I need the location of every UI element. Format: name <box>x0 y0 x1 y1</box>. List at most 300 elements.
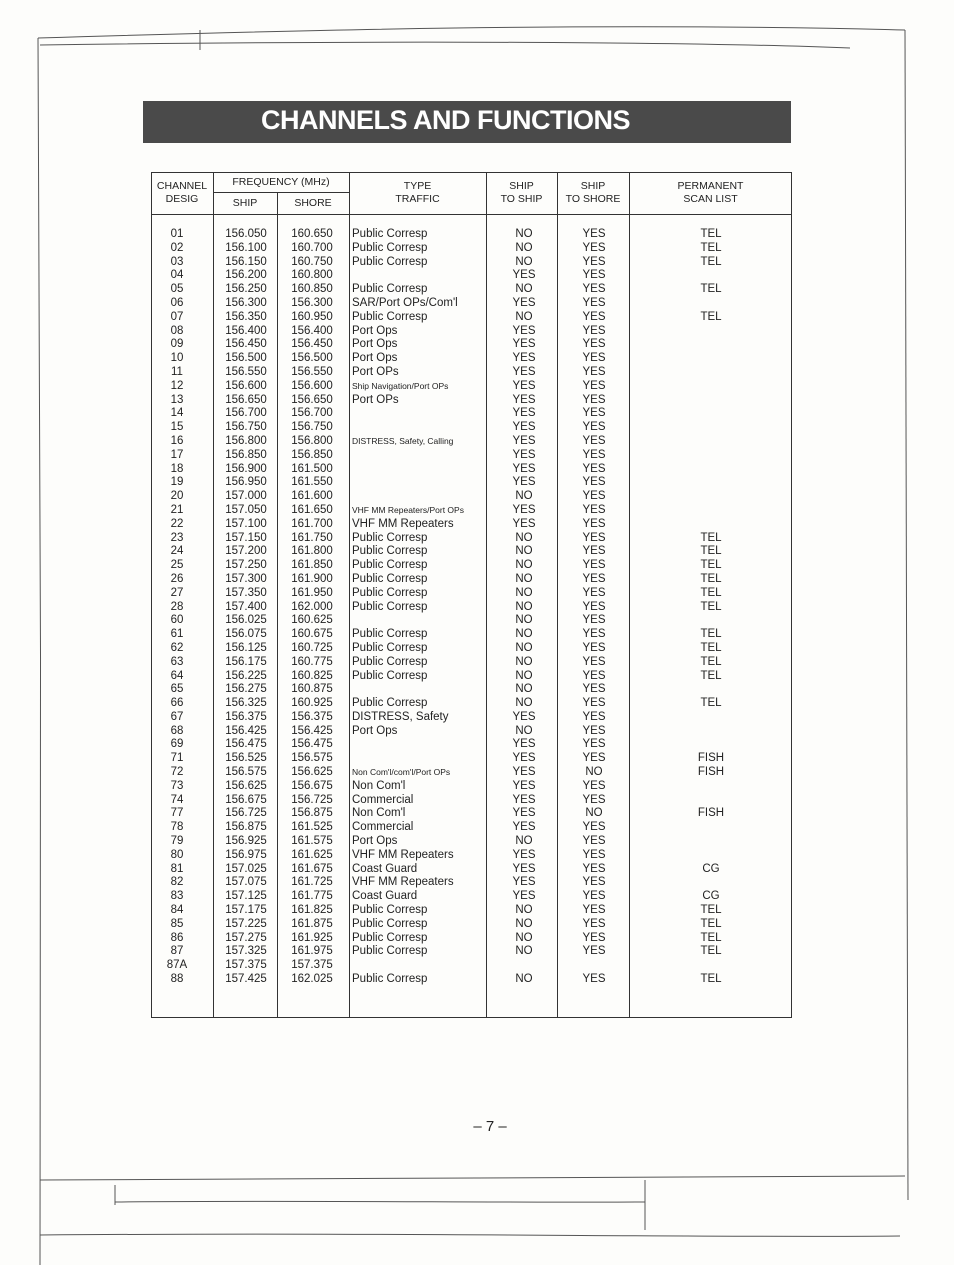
cell-ch: 10 <box>170 352 184 365</box>
cell-s2sh: YES <box>582 614 606 627</box>
cell-scan <box>632 711 790 725</box>
cell-s2s: YES <box>512 338 536 351</box>
cell-ch: 19 <box>170 476 184 489</box>
cell-ch: 61 <box>170 628 184 641</box>
cell-ship: 156.550 <box>225 365 267 378</box>
cell-scan: TEL <box>700 255 722 268</box>
cell-scan: TEL <box>700 917 722 930</box>
cell-scan: TEL <box>700 904 722 917</box>
cell-scan: TEL <box>700 655 722 668</box>
cell-scan: TEL <box>700 241 722 254</box>
cell-ch: 09 <box>170 338 184 351</box>
cell-type: Public Corresp <box>352 310 428 323</box>
cell-type: Public Corresp <box>352 628 428 641</box>
cell-s2s: NO <box>515 600 533 613</box>
cell-s2s: NO <box>515 614 533 627</box>
column-scan-list <box>632 228 790 987</box>
cell-s2sh: YES <box>582 890 606 903</box>
cell-ch: 65 <box>170 683 184 696</box>
cell-s2sh: YES <box>582 683 606 696</box>
cell-type <box>352 614 486 628</box>
cell-s2s: YES <box>512 779 536 792</box>
cell-ship: 157.025 <box>225 862 267 875</box>
cell-scan <box>632 959 790 973</box>
header-rule <box>151 214 792 215</box>
cell-s2s: YES <box>512 421 536 434</box>
header-type-traffic: TYPE TRAFFIC <box>395 180 440 205</box>
cell-ch: 87 <box>170 945 184 958</box>
cell-ship: 156.125 <box>225 641 267 654</box>
cell-ch: 71 <box>170 752 184 765</box>
cell-s2s: NO <box>515 724 533 737</box>
cell-s2s: YES <box>512 710 536 723</box>
cell-ship: 156.575 <box>225 766 267 779</box>
cell-scan <box>632 338 790 352</box>
cell-scan: TEL <box>700 628 722 641</box>
cell-s2sh: YES <box>582 835 606 848</box>
cell-scan <box>632 849 790 863</box>
cell-scan: TEL <box>700 945 722 958</box>
cell-ship: 156.425 <box>225 724 267 737</box>
cell-ch: 68 <box>170 724 184 737</box>
cell-s2s: YES <box>512 517 536 530</box>
cell-shore: 161.550 <box>291 476 333 489</box>
cell-s2sh: YES <box>582 738 606 751</box>
cell-type <box>352 449 486 463</box>
cell-s2sh: YES <box>582 283 606 296</box>
cell-scan <box>632 835 790 849</box>
column-shore-freq <box>283 228 341 987</box>
cell-scan: TEL <box>700 600 722 613</box>
cell-ch: 79 <box>170 835 184 848</box>
cell-ch: 85 <box>170 917 184 930</box>
cell-type: Public Corresp <box>352 697 428 710</box>
cell-shore: 156.875 <box>291 807 333 820</box>
cell-s2s: NO <box>515 283 533 296</box>
cell-scan: TEL <box>700 669 722 682</box>
cell-ch: 03 <box>170 255 184 268</box>
cell-ch: 18 <box>170 462 184 475</box>
cell-shore: 156.725 <box>291 793 333 806</box>
cell-scan: TEL <box>700 559 722 572</box>
cell-ch: 66 <box>170 697 184 710</box>
cell-ch: 73 <box>170 779 184 792</box>
cell-s2sh: YES <box>582 241 606 254</box>
cell-shore: 161.850 <box>291 559 333 572</box>
cell-s2s: YES <box>512 848 536 861</box>
cell-shore: 160.925 <box>291 697 333 710</box>
cell-s2sh: YES <box>582 862 606 875</box>
cell-shore: 156.375 <box>291 710 333 723</box>
cell-s2sh: YES <box>582 462 606 475</box>
cell-type: Port Ops <box>352 835 398 848</box>
cell-s2s: NO <box>515 255 533 268</box>
cell-shore: 156.475 <box>291 738 333 751</box>
cell-s2sh: YES <box>582 310 606 323</box>
cell-ch: 01 <box>170 228 184 240</box>
cell-ship: 156.675 <box>225 793 267 806</box>
cell-type: Public Corresp <box>352 241 428 254</box>
cell-ship: 157.350 <box>225 586 267 599</box>
cell-ch: 04 <box>170 269 184 282</box>
cell-ship: 157.300 <box>225 572 267 585</box>
cell-s2s: YES <box>512 269 536 282</box>
cell-ch: 24 <box>170 545 184 558</box>
cell-s2s: YES <box>512 352 536 365</box>
cell-ship: 156.200 <box>225 269 267 282</box>
cell-type: DISTRESS, Safety <box>352 710 449 723</box>
cell-scan <box>632 476 790 490</box>
cell-s2sh: YES <box>582 641 606 654</box>
column-ship-to-ship <box>490 228 558 987</box>
cell-scan <box>632 449 790 463</box>
cell-ch: 13 <box>170 393 184 406</box>
cell-shore: 161.875 <box>291 917 333 930</box>
cell-type: Public Corresp <box>352 917 428 930</box>
cell-ch: 25 <box>170 559 184 572</box>
cell-type: Public Corresp <box>352 545 428 558</box>
header-ship-to-shore: SHIP TO SHORE <box>565 180 621 205</box>
cell-scan <box>632 876 790 890</box>
cell-s2s: NO <box>515 945 533 958</box>
cell-shore: 161.575 <box>291 835 333 848</box>
cell-scan <box>632 407 790 421</box>
cell-type: VHF MM Repeaters <box>352 517 454 530</box>
cell-ch: 17 <box>170 448 184 461</box>
cell-ship: 157.000 <box>225 490 267 503</box>
cell-s2sh: YES <box>582 572 606 585</box>
cell-ch: 15 <box>170 421 184 434</box>
cell-s2s: YES <box>512 862 536 875</box>
cell-ship: 157.250 <box>225 559 267 572</box>
cell-ship: 157.375 <box>225 959 267 972</box>
cell-ship: 157.150 <box>225 531 267 544</box>
cell-type: Port OPs <box>352 365 399 378</box>
cell-s2sh: YES <box>582 848 606 861</box>
cell-ch: 82 <box>170 876 184 889</box>
cell-ship: 156.450 <box>225 338 267 351</box>
cell-s2s: YES <box>512 793 536 806</box>
cell-shore: 160.725 <box>291 641 333 654</box>
cell-scan: TEL <box>700 310 722 323</box>
cell-s2sh: YES <box>582 917 606 930</box>
cell-scan: TEL <box>700 973 722 986</box>
cell-scan: TEL <box>700 228 722 240</box>
cell-shore: 161.625 <box>291 848 333 861</box>
cell-type: Public Corresp <box>352 531 428 544</box>
cell-shore: 161.750 <box>291 531 333 544</box>
cell-ch: 72 <box>170 766 184 779</box>
cell-type: Coast Guard <box>352 890 418 903</box>
cell-shore: 161.975 <box>291 945 333 958</box>
cell-s2s: YES <box>512 821 536 834</box>
cell-s2sh: YES <box>582 904 606 917</box>
cell-s2sh: NO <box>585 807 603 820</box>
cell-s2s: YES <box>512 503 536 516</box>
cell-s2sh: YES <box>582 724 606 737</box>
cell-shore: 161.900 <box>291 572 333 585</box>
cell-ship: 156.175 <box>225 655 267 668</box>
cell-scan <box>632 780 790 794</box>
cell-scan <box>632 269 790 283</box>
cell-shore: 161.525 <box>291 821 333 834</box>
cell-shore: 162.025 <box>291 973 333 986</box>
cell-s2sh: YES <box>582 352 606 365</box>
cell-scan <box>632 738 790 752</box>
cell-s2s: NO <box>515 683 533 696</box>
cell-s2sh: YES <box>582 600 606 613</box>
cell-type: Public Corresp <box>352 931 428 944</box>
cell-shore: 157.375 <box>291 959 333 972</box>
cell-ship: 156.100 <box>225 241 267 254</box>
cell-scan <box>632 421 790 435</box>
cell-ch: 20 <box>170 490 184 503</box>
cell-type <box>352 463 486 477</box>
divider-ship-shore <box>277 192 278 1018</box>
cell-s2s: YES <box>512 476 536 489</box>
cell-s2s: NO <box>515 669 533 682</box>
cell-s2sh: YES <box>582 490 606 503</box>
title-banner <box>143 101 791 143</box>
cell-shore: 160.650 <box>291 228 333 240</box>
page-title: CHANNELS AND FUNCTIONS <box>261 105 630 135</box>
cell-ship: 156.300 <box>225 296 267 309</box>
cell-s2s: YES <box>512 407 536 420</box>
cell-s2s: YES <box>512 393 536 406</box>
cell-shore: 156.400 <box>291 324 333 337</box>
cell-ship: 156.525 <box>225 752 267 765</box>
cell-scan: TEL <box>700 641 722 654</box>
cell-scan: TEL <box>700 697 722 710</box>
cell-s2s: YES <box>512 807 536 820</box>
cell-s2s: YES <box>512 738 536 751</box>
cell-s2s: NO <box>515 572 533 585</box>
cell-scan: CG <box>702 862 720 875</box>
cell-s2sh: YES <box>582 697 606 710</box>
cell-ch: 07 <box>170 310 184 323</box>
cell-shore: 161.725 <box>291 876 333 889</box>
cell-ch: 21 <box>170 503 184 516</box>
cell-type: Public Corresp <box>352 904 428 917</box>
cell-shore: 160.850 <box>291 283 333 296</box>
column-ship-to-shore <box>560 228 628 987</box>
cell-ch: 81 <box>170 862 184 875</box>
cell-s2sh: YES <box>582 710 606 723</box>
cell-s2sh: YES <box>582 793 606 806</box>
header-channel: CHANNEL DESIG <box>156 180 208 205</box>
cell-ch: 62 <box>170 641 184 654</box>
cell-scan: TEL <box>700 931 722 944</box>
cell-type: Public Corresp <box>352 973 428 986</box>
cell-shore: 156.750 <box>291 421 333 434</box>
cell-type: Non Com'l/com'l/Port OPs <box>352 767 451 778</box>
cell-s2s: NO <box>515 628 533 641</box>
cell-s2s: NO <box>515 241 533 254</box>
header-shore: SHORE <box>294 197 332 209</box>
cell-scan <box>632 366 790 380</box>
cell-s2sh: YES <box>582 296 606 309</box>
cell-s2sh: YES <box>582 324 606 337</box>
cell-s2sh: YES <box>582 876 606 889</box>
cell-shore: 156.550 <box>291 365 333 378</box>
cell-shore: 156.850 <box>291 448 333 461</box>
cell-shore: 161.925 <box>291 931 333 944</box>
cell-shore: 156.800 <box>291 434 333 447</box>
cell-ship: 156.800 <box>225 434 267 447</box>
cell-s2sh: YES <box>582 379 606 392</box>
cell-type: Port OPs <box>352 393 399 406</box>
cell-type: Public Corresp <box>352 945 428 958</box>
column-channel <box>160 228 194 987</box>
cell-type: VHF MM Repeaters <box>352 876 454 889</box>
cell-shore: 156.450 <box>291 338 333 351</box>
cell-s2s: NO <box>515 545 533 558</box>
cell-type: Non Com'l <box>352 807 406 820</box>
cell-shore: 160.825 <box>291 669 333 682</box>
cell-ship: 157.400 <box>225 600 267 613</box>
cell-type: Port Ops <box>352 724 398 737</box>
cell-type <box>352 421 486 435</box>
cell-s2s: NO <box>515 917 533 930</box>
cell-s2s: YES <box>512 462 536 475</box>
cell-shore: 160.625 <box>291 614 333 627</box>
cell-s2sh: YES <box>582 269 606 282</box>
cell-s2sh: YES <box>582 628 606 641</box>
cell-ch: 63 <box>170 655 184 668</box>
cell-ship: 156.650 <box>225 393 267 406</box>
cell-shore: 156.700 <box>291 407 333 420</box>
cell-s2sh: YES <box>582 931 606 944</box>
cell-ch: 06 <box>170 296 184 309</box>
cell-ship: 157.050 <box>225 503 267 516</box>
cell-s2sh: YES <box>582 669 606 682</box>
header-ship-to-ship: SHIP TO SHIP <box>500 180 543 205</box>
cell-s2s: YES <box>512 365 536 378</box>
cell-s2s: NO <box>515 559 533 572</box>
cell-type: Port Ops <box>352 352 398 365</box>
cell-type <box>352 683 486 697</box>
cell-s2sh: YES <box>582 779 606 792</box>
cell-shore: 160.775 <box>291 655 333 668</box>
cell-ship: 156.250 <box>225 283 267 296</box>
cell-s2sh: YES <box>582 421 606 434</box>
cell-shore: 160.750 <box>291 255 333 268</box>
cell-shore: 156.575 <box>291 752 333 765</box>
cell-type <box>352 752 486 766</box>
cell-type: Public Corresp <box>352 641 428 654</box>
header-ship: SHIP <box>232 197 258 209</box>
cell-s2sh: YES <box>582 973 606 986</box>
cell-shore: 156.600 <box>291 379 333 392</box>
cell-s2sh: YES <box>582 255 606 268</box>
cell-ch: 69 <box>170 738 184 751</box>
cell-s2sh: YES <box>582 586 606 599</box>
cell-ch: 83 <box>170 890 184 903</box>
cell-s2sh: YES <box>582 338 606 351</box>
cell-type <box>352 269 486 283</box>
header-frequency: FREQUENCY (MHz) <box>232 176 330 188</box>
cell-ch: 80 <box>170 848 184 861</box>
cell-shore: 156.300 <box>291 296 333 309</box>
cell-type: VHF MM Repeaters/Port OPs <box>352 504 464 515</box>
divider-channel <box>213 172 214 1018</box>
cell-shore: 160.675 <box>291 628 333 641</box>
cell-ch: 64 <box>170 669 184 682</box>
cell-scan <box>632 297 790 311</box>
cell-s2sh: YES <box>582 393 606 406</box>
cell-s2s: NO <box>515 835 533 848</box>
frequency-subheader-rule <box>213 192 349 193</box>
cell-s2s: NO <box>515 490 533 503</box>
cell-ship: 156.600 <box>225 379 267 392</box>
column-ship-freq <box>218 228 274 987</box>
cell-ship: 156.150 <box>225 255 267 268</box>
cell-ship: 157.275 <box>225 931 267 944</box>
cell-scan <box>632 394 790 408</box>
cell-scan <box>632 821 790 835</box>
cell-ch: 23 <box>170 531 184 544</box>
cell-s2sh: YES <box>582 434 606 447</box>
cell-scan: TEL <box>700 586 722 599</box>
cell-s2sh: YES <box>582 655 606 668</box>
cell-scan <box>632 435 790 449</box>
cell-shore: 160.875 <box>291 683 333 696</box>
divider-frequency <box>349 172 350 1018</box>
cell-ship: 156.400 <box>225 324 267 337</box>
cell-s2s: YES <box>512 434 536 447</box>
cell-s2s: NO <box>515 931 533 944</box>
cell-scan: FISH <box>697 752 725 765</box>
cell-type <box>352 490 486 504</box>
cell-shore: 156.425 <box>291 724 333 737</box>
cell-s2sh: YES <box>582 531 606 544</box>
cell-ch: 08 <box>170 324 184 337</box>
cell-ship: 156.075 <box>225 628 267 641</box>
cell-ship: 156.750 <box>225 421 267 434</box>
cell-ch: 77 <box>170 807 184 820</box>
cell-ship: 156.700 <box>225 407 267 420</box>
cell-scan <box>632 518 790 532</box>
cell-ship: 156.850 <box>225 448 267 461</box>
cell-shore: 161.950 <box>291 586 333 599</box>
cell-type: Coast Guard <box>352 862 418 875</box>
cell-shore: 156.650 <box>291 393 333 406</box>
cell-s2s: YES <box>512 890 536 903</box>
cell-s2sh: YES <box>582 945 606 958</box>
cell-ch: 74 <box>170 793 184 806</box>
cell-ship: 156.050 <box>225 228 267 240</box>
cell-s2sh: NO <box>585 766 603 779</box>
cell-s2sh: YES <box>582 517 606 530</box>
cell-type <box>352 738 486 752</box>
cell-type <box>352 959 486 973</box>
cell-ch: 87A <box>166 959 188 972</box>
cell-ship: 157.175 <box>225 904 267 917</box>
cell-shore: 160.700 <box>291 241 333 254</box>
cell-scan: TEL <box>700 545 722 558</box>
cell-shore: 162.000 <box>291 600 333 613</box>
cell-type: Public Corresp <box>352 228 428 240</box>
cell-shore: 161.825 <box>291 904 333 917</box>
cell-shore: 161.600 <box>291 490 333 503</box>
cell-ship: 157.425 <box>225 973 267 986</box>
cell-scan: CG <box>702 890 720 903</box>
cell-type: Public Corresp <box>352 255 428 268</box>
cell-ch: 88 <box>170 973 184 986</box>
cell-shore: 156.675 <box>291 779 333 792</box>
cell-scan <box>632 683 790 697</box>
cell-shore: 160.800 <box>291 269 333 282</box>
